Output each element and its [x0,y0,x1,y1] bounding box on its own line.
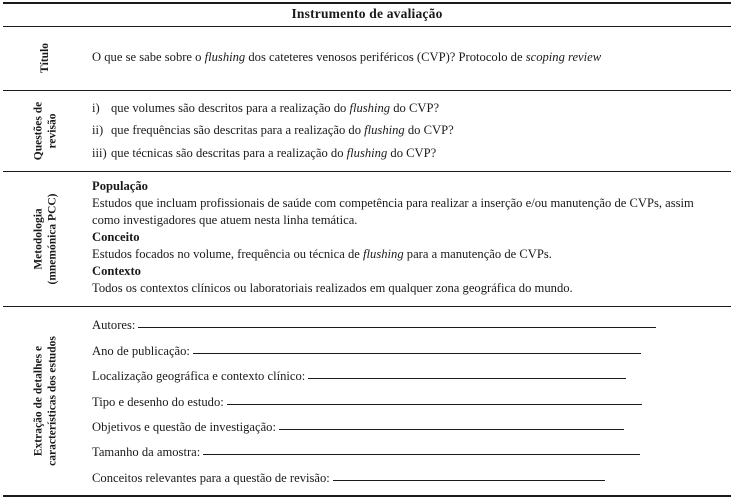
title-part-3: dos cateteres venosos periféricos (CVP)? Protocolo de [245,50,526,64]
field-write-in-rule[interactable] [333,480,605,481]
field-label: Ano de publicação: [92,343,190,358]
title-part-2: flushing [204,50,246,64]
form-field-ano-publicacao [92,343,723,360]
field-label: Tamanho da amostra: [92,445,201,460]
question-part-1: que frequências são descritas para a realização do [111,123,365,138]
page-title: Instrumento de avaliação [291,6,443,21]
field-write-in-rule[interactable] [279,429,624,430]
question-marker: i) [92,100,100,115]
form-field-conceitos-relevantes [92,470,723,487]
question-part-1: que técnicas são descritas para a realização do [111,145,347,160]
section-metodologia [3,172,731,308]
question-part-2: flushing [346,145,388,160]
list-item [92,145,723,162]
table-header-row [3,4,731,27]
question-part-3: do CVP? [404,123,454,138]
paragraph-contexto [92,280,723,297]
field-label: Localização geográfica e contexto clínico: [92,369,306,384]
form-field-autores [92,317,723,334]
question-text [111,122,723,139]
rotated-label-line1: Questões de [32,101,45,160]
list-item [92,122,723,139]
rotated-label-questoes [32,101,59,159]
field-label: Conceitos relevantes para a questão de revisão: [92,470,330,485]
field-label: Autores: [92,318,136,333]
subheading-conceito: Conceito [92,229,140,244]
rotated-label-line1: Extração de detalhes e [32,345,45,457]
question-text [111,100,723,117]
title-part-4: scoping review [525,50,602,64]
rotated-label-line1: Título [39,43,52,74]
rotated-label-line2: características dos estudos [46,336,58,466]
field-label: Tipo e desenho do estudo: [92,394,224,409]
section-questoes-revisao [3,91,731,172]
assessment-instrument-table [3,2,731,497]
question-part-3: do CVP? [387,145,437,160]
conceito-part-2: flushing [363,247,404,261]
field-write-in-rule[interactable] [193,353,641,354]
subheading-contexto: Contexto [92,264,141,279]
section-titulo [3,27,731,91]
populacao-part-1: Estudos que incluam profissionais de saúde com competência para realizar a inserção e/ou manutenção de CVPs, assim como investigadores que atuem nesta linha temática. [92,195,694,227]
section-extracao [3,307,731,494]
paragraph-conceito [92,246,723,263]
review-questions-list [92,100,723,162]
field-write-in-rule[interactable] [203,454,640,455]
row-body-metodologia [89,172,731,307]
conceito-part-1: Estudos focados no volume, frequência ou técnica de [92,247,364,261]
row-label-questoes [3,91,89,171]
row-body-questoes [89,91,731,171]
question-marker: ii) [92,123,104,138]
form-field-tamanho-amostra [92,444,723,461]
rotated-label-titulo [39,43,53,73]
row-body-titulo [89,27,731,90]
question-part-2: flushing [364,123,405,138]
form-field-objetivos-questao [92,419,723,436]
study-title-text [92,49,723,66]
form-field-localizacao-contexto [92,368,723,385]
form-field-tipo-desenho [92,394,723,411]
question-part-3: do CVP? [390,100,440,115]
row-body-extracao [89,307,731,494]
question-part-2: flushing [349,100,391,115]
row-label-titulo [3,27,89,90]
question-text [111,145,723,162]
field-write-in-rule[interactable] [138,327,656,328]
rotated-label-extracao [32,336,59,466]
title-part-1: O que se sabe sobre o [92,50,205,64]
rotated-label-metodologia [32,193,59,284]
paragraph-populacao [92,195,723,229]
field-write-in-rule[interactable] [227,404,642,405]
contexto-part-1: Todos os contextos clínicos ou laboratoriais realizados em qualquer zona geográfica do mundo. [92,281,573,296]
row-label-extracao [3,307,89,494]
field-label: Objetivos e questão de investigação: [92,419,276,434]
rotated-label-line1: Metodologia [32,208,45,270]
conceito-part-3: para a manutenção de CVPs. [403,247,552,261]
question-marker: iii) [92,145,107,160]
list-item [92,100,723,117]
rotated-label-line2: revisão [46,113,58,149]
rotated-label-line2: (mnemónica PCC) [46,193,58,285]
subheading-populacao: População [92,178,148,193]
row-label-metodologia [3,172,89,307]
question-part-1: que volumes são descritos para a realização do [111,100,350,115]
field-write-in-rule[interactable] [308,378,626,379]
